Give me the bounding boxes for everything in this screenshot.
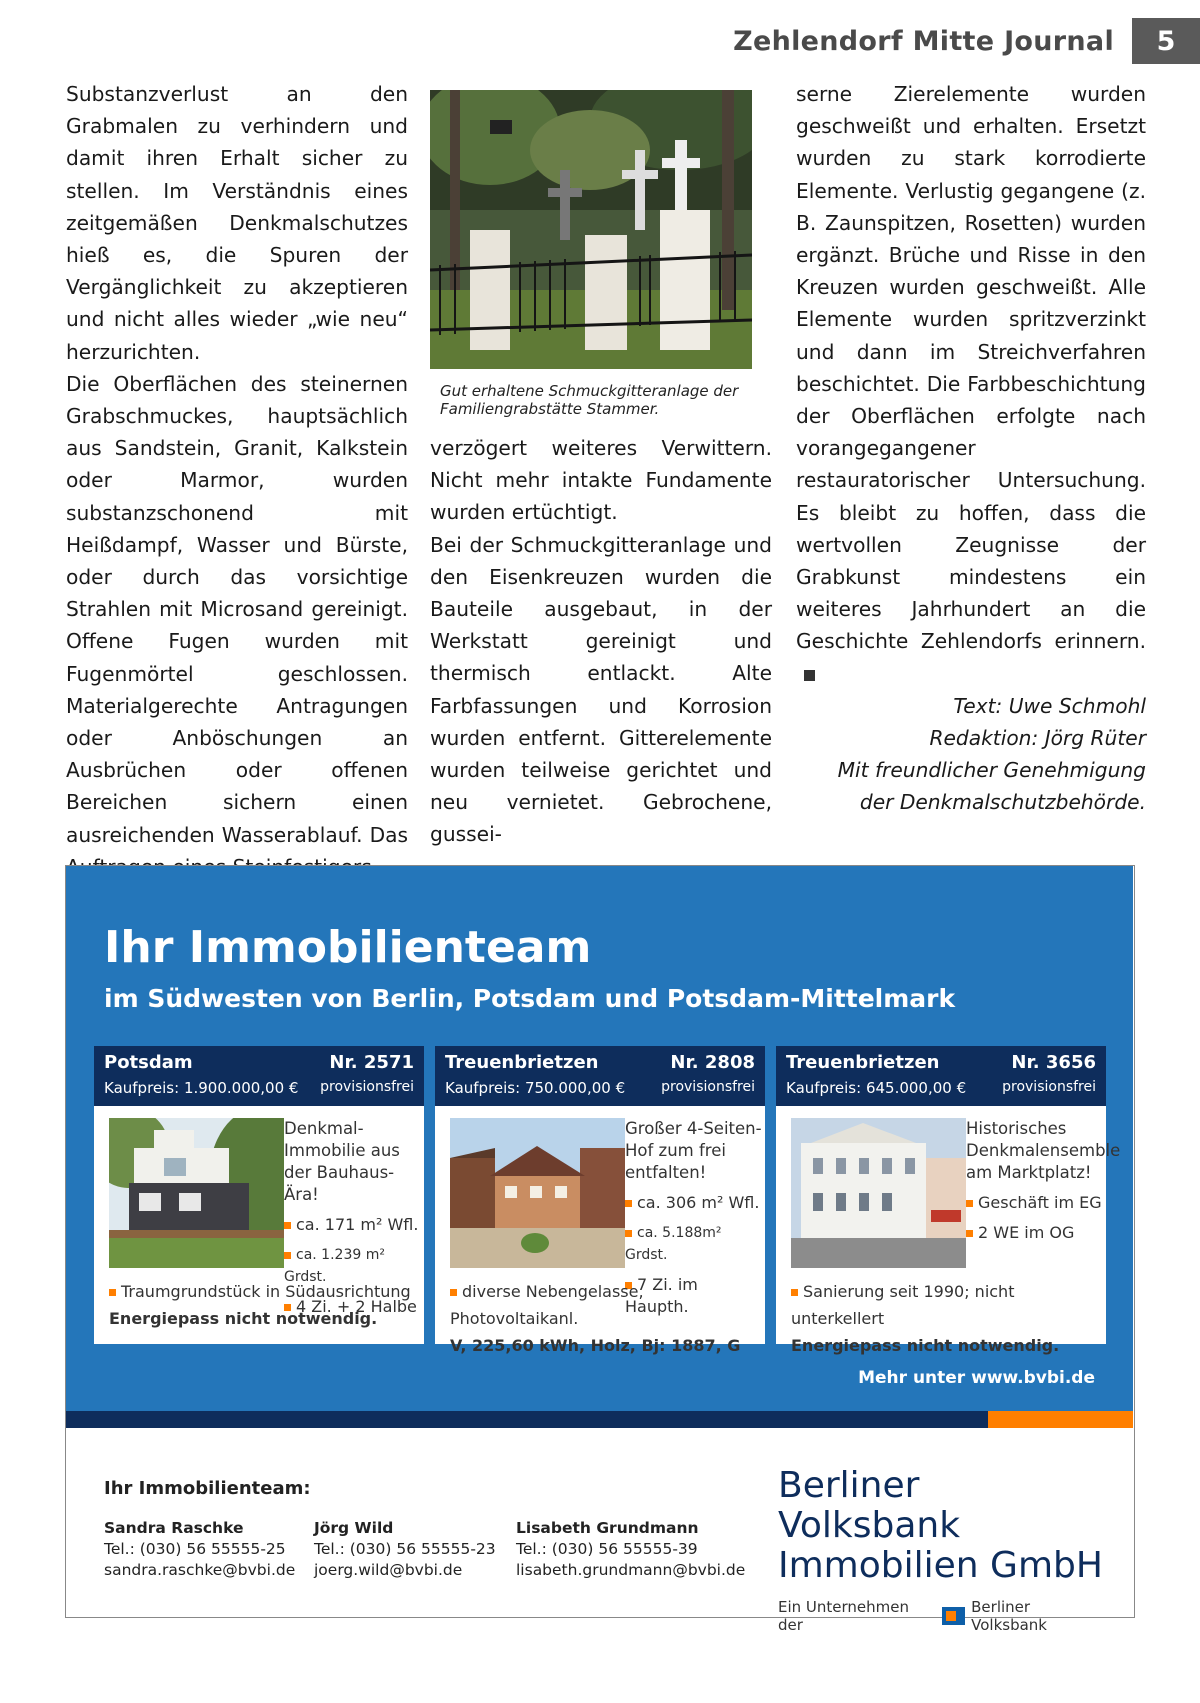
- bank-name-line2: Immobilien GmbH: [778, 1545, 1103, 1586]
- contact-grundmann: [516, 1518, 745, 1581]
- feature-text: ca. 5.188m² Grdst.: [625, 1225, 722, 1263]
- paragraph: Bei der Schmuckgitteranlage und den Eisenkreuzen wurden die Bauteile ausgebaut, in der Werkstatt gereinigt und thermisch entlackt. Alte Farbfassungen und Korrosion wurden entfernt. Gitterelemente wurden teilweise gerichtet und neu vernietet. Gebrochene, gussei-: [430, 532, 772, 847]
- cemetery-photo-illustration: [430, 90, 752, 369]
- feature-text: Geschäft im EG: [978, 1193, 1102, 1212]
- feature-text: ca. 306 m² Wfl.: [637, 1193, 760, 1212]
- listing-energy: Energiepass nicht notwendig.: [791, 1336, 1060, 1355]
- listing-price: Kaufpreis: 750.000,00 €: [445, 1079, 626, 1097]
- page-number: 5: [1132, 18, 1200, 64]
- listing-feature: [284, 1214, 424, 1236]
- listing-number: Nr. 3656: [1011, 1052, 1096, 1073]
- photo-caption: Gut erhaltene Schmuckgitteranlage der Familiengrabstätte Stammer.: [440, 382, 739, 418]
- contact-phone: Tel.: (030) 56 55555-25: [104, 1540, 286, 1558]
- paragraph: Die Oberflächen des steinernen Grabschmuckes, hauptsächlich aus Sandstein, Granit, Kalkstein oder Marmor, wurden substanzschonend mit Heißdampf, Wasser und Bürste, oder durch das vorsichtige Strahlen mit Microsand gereinigt. Offene Fugen wurden mit Fugenmörtel geschlossen. Materialgerechte Antragungen oder Anböschungen an Ausbrüchen oder offenen Bereichen sichern einen ausreichenden Wasserablauf. Das: [66, 371, 408, 847]
- paragraph: verzögert weiteres Verwittern. Nicht mehr intakte Fundamente wurden ertüchtigt.: [430, 436, 772, 525]
- cemetery-photo: [430, 90, 752, 369]
- listing-photo: [109, 1118, 284, 1268]
- journal-title: Zehlendorf Mitte Journal: [733, 25, 1114, 57]
- paragraph: [796, 78, 1146, 690]
- listing-energy: V, 225,60 kWh, Holz, Bj: 1887, G: [450, 1336, 741, 1355]
- listing-description: Historisches Denkmalensemble am Marktplatz!: [966, 1119, 1121, 1182]
- listing-card-2571[interactable]: [94, 1046, 424, 1344]
- listing-feature: [625, 1222, 765, 1266]
- bullet-icon: [109, 1289, 116, 1296]
- credit-text: Text: Uwe Schmohl: [953, 693, 1146, 718]
- listing-card-header: [435, 1046, 765, 1106]
- bank-parent: [778, 1598, 1108, 1634]
- contact-phone: Tel.: (030) 56 55555-39: [516, 1540, 698, 1558]
- listing-energy: Energiepass nicht notwendig.: [109, 1309, 378, 1328]
- contact-phone: Tel.: (030) 56 55555-23: [314, 1540, 496, 1558]
- bank-logo-block: [778, 1466, 1108, 1634]
- house-photo-bauhaus: [109, 1118, 284, 1268]
- listing-details: [966, 1118, 1121, 1244]
- listing-note: Traumgrundstück in Südausrichtung: [121, 1282, 411, 1301]
- bullet-icon: [625, 1230, 632, 1237]
- end-mark-icon: [804, 670, 815, 681]
- contact-email[interactable]: joerg.wild@bvbi.de: [314, 1561, 463, 1579]
- listing-city: Treuenbrietzen: [786, 1052, 940, 1073]
- contact-email[interactable]: sandra.raschke@bvbi.de: [104, 1561, 296, 1579]
- contact-name: Sandra Raschke: [104, 1519, 244, 1537]
- contact-wild: [314, 1518, 496, 1581]
- bullet-icon: [450, 1289, 457, 1296]
- credit-authority: der Denkmalschutzbehörde.: [859, 790, 1146, 815]
- listing-city: Treuenbrietzen: [445, 1052, 599, 1073]
- article-column-2: [430, 432, 772, 851]
- bank-name-line1: Berliner Volksbank: [778, 1465, 961, 1546]
- website-link[interactable]: Mehr unter www.bvbi.de: [858, 1368, 1095, 1388]
- listing-commission: provisionsfrei: [1002, 1079, 1096, 1095]
- farmhouse-photo: [450, 1118, 625, 1268]
- team-label: Ihr Immobilienteam:: [104, 1478, 311, 1499]
- listing-city: Potsdam: [104, 1052, 193, 1073]
- listing-footer: [109, 1278, 419, 1332]
- listing-price: Kaufpreis: 1.900.000,00 €: [104, 1079, 299, 1097]
- bullet-icon: [625, 1200, 632, 1207]
- listing-price: Kaufpreis: 645.000,00 €: [786, 1079, 967, 1097]
- bullet-icon: [966, 1230, 973, 1237]
- feature-text: 7 Zi. im Haupth.: [625, 1275, 698, 1316]
- listing-number: Nr. 2571: [329, 1052, 414, 1073]
- listing-card-3656[interactable]: [776, 1046, 1121, 1355]
- listing-footer: [791, 1278, 1101, 1359]
- contact-name: Jörg Wild: [314, 1519, 394, 1537]
- paragraph-text: serne Zierelemente wurden geschweißt und erhalten. Ersetzt wurden zu stark korrodierte Elemente. Verlustig gegangene (z. B. Zaunspitzen, Rosetten) wurden ergänzt. Brüche und Risse in den Kreuzen wurden geschweißt. Alle Elemente wurden spritzverzinkt und dann im Streichverfahren beschichtet. Die Farbbeschichtung der Oberflächen erfolgte nach vorangegangener restauratorischer Untersuchung. Es bleibt zu hoffen, dass die wertvollen Zeugnisse der Grabkunst mindestens ein weiteres Jahrhundert an die Geschichte Zehlendorfs erinnern.: [796, 82, 1146, 654]
- bank-parent-name: Berliner Volksbank: [971, 1598, 1047, 1634]
- contact-raschke: [104, 1518, 295, 1581]
- bullet-icon: [284, 1252, 291, 1259]
- article-column-3: [796, 78, 1146, 819]
- contact-email[interactable]: lisabeth.grundmann@bvbi.de: [516, 1561, 746, 1579]
- listing-photo: [450, 1118, 625, 1268]
- ad-subtitle: im Südwesten von Berlin, Potsdam und Potsdam-Mittelmark: [104, 984, 956, 1013]
- navy-stripe: [66, 1411, 988, 1428]
- listing-footer: [450, 1278, 760, 1359]
- listing-photo: [791, 1118, 966, 1268]
- credit-permission: Mit freundlicher Genehmigung: [837, 758, 1146, 783]
- credits: [796, 690, 1146, 819]
- historic-building-photo: [791, 1118, 966, 1268]
- listing-card-header: [94, 1046, 424, 1106]
- ad-blue-panel: [66, 866, 1133, 1411]
- page-header: [733, 18, 1200, 64]
- bullet-icon: [284, 1222, 291, 1229]
- listing-feature: [966, 1222, 1106, 1244]
- listing-note: diverse Nebengelasse, Photovoltaikanl.: [450, 1282, 644, 1328]
- listing-commission: provisionsfrei: [661, 1079, 755, 1095]
- bullet-icon: [966, 1200, 973, 1207]
- article-column-1: [66, 78, 408, 883]
- listing-note: Sanierung seit 1990; nicht unterkellert: [791, 1282, 1015, 1328]
- listing-number: Nr. 2808: [670, 1052, 755, 1073]
- credit-editor: Redaktion: Jörg Rüter: [929, 726, 1146, 751]
- feature-text: 2 WE im OG: [978, 1223, 1075, 1242]
- feature-text: ca. 171 m² Wfl.: [296, 1215, 419, 1234]
- listing-feature: [966, 1192, 1106, 1214]
- feature-text: ca. 1.239 m² Grdst.: [284, 1247, 385, 1285]
- bullet-icon: [791, 1289, 798, 1296]
- listing-description: Großer 4-Seiten-Hof zum frei entfalten!: [625, 1119, 762, 1182]
- listing-card-2808[interactable]: [435, 1046, 765, 1355]
- orange-stripe: [988, 1411, 1133, 1428]
- listing-description: Denkmal-Immobilie aus der Bauhaus-Ära!: [284, 1119, 400, 1204]
- ad-title: Ihr Immobilienteam: [104, 922, 592, 973]
- feature-text: 4 Zi. + 2 Halbe: [296, 1297, 417, 1316]
- listing-feature: [625, 1192, 765, 1214]
- volksbank-logo-icon: [942, 1607, 966, 1625]
- paragraph: Substanzverlust an den Grabmalen zu verhindern und damit ihren Erhalt sicher zu stellen. Im Verständnis eines zeitgemäßen Denkmalschutzes hieß es, die Spuren der Vergänglichkeit zu akzeptieren und nicht alles wieder „wie neu“ herzurichten.: [66, 82, 408, 364]
- bank-parent-prefix: Ein Unternehmen der: [778, 1598, 910, 1634]
- listing-card-header: [776, 1046, 1106, 1106]
- contact-name: Lisabeth Grundmann: [516, 1519, 699, 1537]
- listing-commission: provisionsfrei: [320, 1079, 414, 1095]
- real-estate-ad: [65, 865, 1135, 1634]
